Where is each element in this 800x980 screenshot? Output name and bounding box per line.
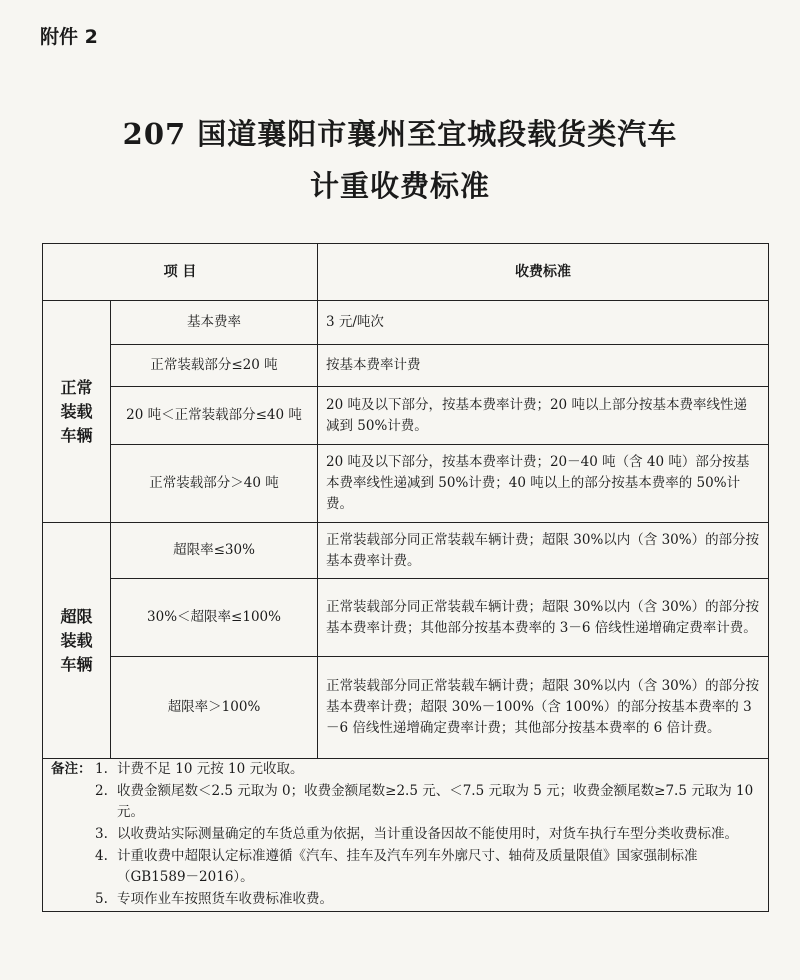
category-overlimit-loading: 超限 装载 车辆: [43, 523, 111, 759]
table-row: [43, 301, 769, 345]
note-item: [95, 781, 760, 823]
table-row: [43, 345, 769, 387]
row-item: 30%＜超限率≤100%: [111, 579, 318, 657]
row-standard: 正常装载部分同正常装载车辆计费；超限 30%以内（含 30%）的部分按基本费率计费；超限 30%－100%（含 100%）的部分按基本费率的 3－6 倍线性递增确定费率计费；其他部分按基本费率的 6 倍计费。: [318, 657, 769, 759]
note-text: 专项作业车按照货车收费标准收费。: [117, 891, 333, 907]
header-item: 项 目: [43, 244, 318, 301]
note-item: [95, 824, 760, 845]
note-item: [95, 889, 760, 910]
note-number: 4.: [95, 848, 108, 864]
notes-cell: [43, 759, 769, 912]
note-number: 1.: [95, 761, 108, 777]
row-item: 正常装载部分≤20 吨: [111, 345, 318, 387]
row-standard: 正常装载部分同正常装载车辆计费；超限 30%以内（含 30%）的部分按基本费率计费。: [318, 523, 769, 579]
row-standard: 20 吨及以下部分，按基本费率计费；20－40 吨（含 40 吨）部分按基本费率线性递减到 50%计费；40 吨以上的部分按基本费率的 50%计费。: [318, 445, 769, 523]
notes-list: [95, 759, 760, 911]
row-item: 正常装载部分＞40 吨: [111, 445, 318, 523]
note-text: 计重收费中超限认定标准遵循《汽车、挂车及汽车列车外廓尺寸、轴荷及质量限值》国家强制标准（GB1589－2016）。: [117, 848, 698, 885]
row-item: 基本费率: [111, 301, 318, 345]
note-text: 计费不足 10 元按 10 元收取。: [117, 761, 304, 777]
note-number: 5.: [95, 891, 108, 907]
category-normal-loading: 正常 装载 车辆: [43, 301, 111, 523]
row-standard: 正常装载部分同正常装载车辆计费；超限 30%以内（含 30%）的部分按基本费率计费；其他部分按基本费率的 3－6 倍线性递增确定费率计费。: [318, 579, 769, 657]
note-number: 3.: [95, 826, 108, 842]
note-text: 收费金额尾数＜2.5 元取为 0；收费金额尾数≥2.5 元、＜7.5 元取为 5 元；收费金额尾数≥7.5 元取为 10 元。: [117, 783, 754, 820]
note-item: [95, 759, 760, 780]
note-text: 以收费站实际测量确定的车货总重为依据，当计重设备因故不能使用时，对货车执行车型分类收费标准。: [117, 826, 738, 842]
table-header-row: [43, 244, 769, 301]
table-row: [43, 445, 769, 523]
document-title-line1: 207 国道襄阳市襄州至宜城段载货类汽车: [122, 117, 678, 151]
table-row: [43, 657, 769, 759]
attachment-label: 附件 2: [40, 26, 98, 48]
row-standard: 20 吨及以下部分，按基本费率计费；20 吨以上部分按基本费率线性递减到 50%计费。: [318, 387, 769, 445]
header-standard: 收费标准: [318, 244, 769, 301]
table-row: [43, 579, 769, 657]
note-item: [95, 846, 760, 888]
notes-label: 备注：: [51, 761, 92, 777]
row-standard: 3 元/吨次: [318, 301, 769, 345]
row-item: 超限率＞100%: [111, 657, 318, 759]
row-item: 超限率≤30%: [111, 523, 318, 579]
row-standard: 按基本费率计费: [318, 345, 769, 387]
fee-standard-table: [42, 243, 769, 912]
notes-row: [43, 759, 769, 912]
document-title-line2: 计重收费标准: [309, 169, 490, 203]
table-row: [43, 523, 769, 579]
row-item: 20 吨＜正常装载部分≤40 吨: [111, 387, 318, 445]
note-number: 2.: [95, 783, 108, 799]
table-row: [43, 387, 769, 445]
